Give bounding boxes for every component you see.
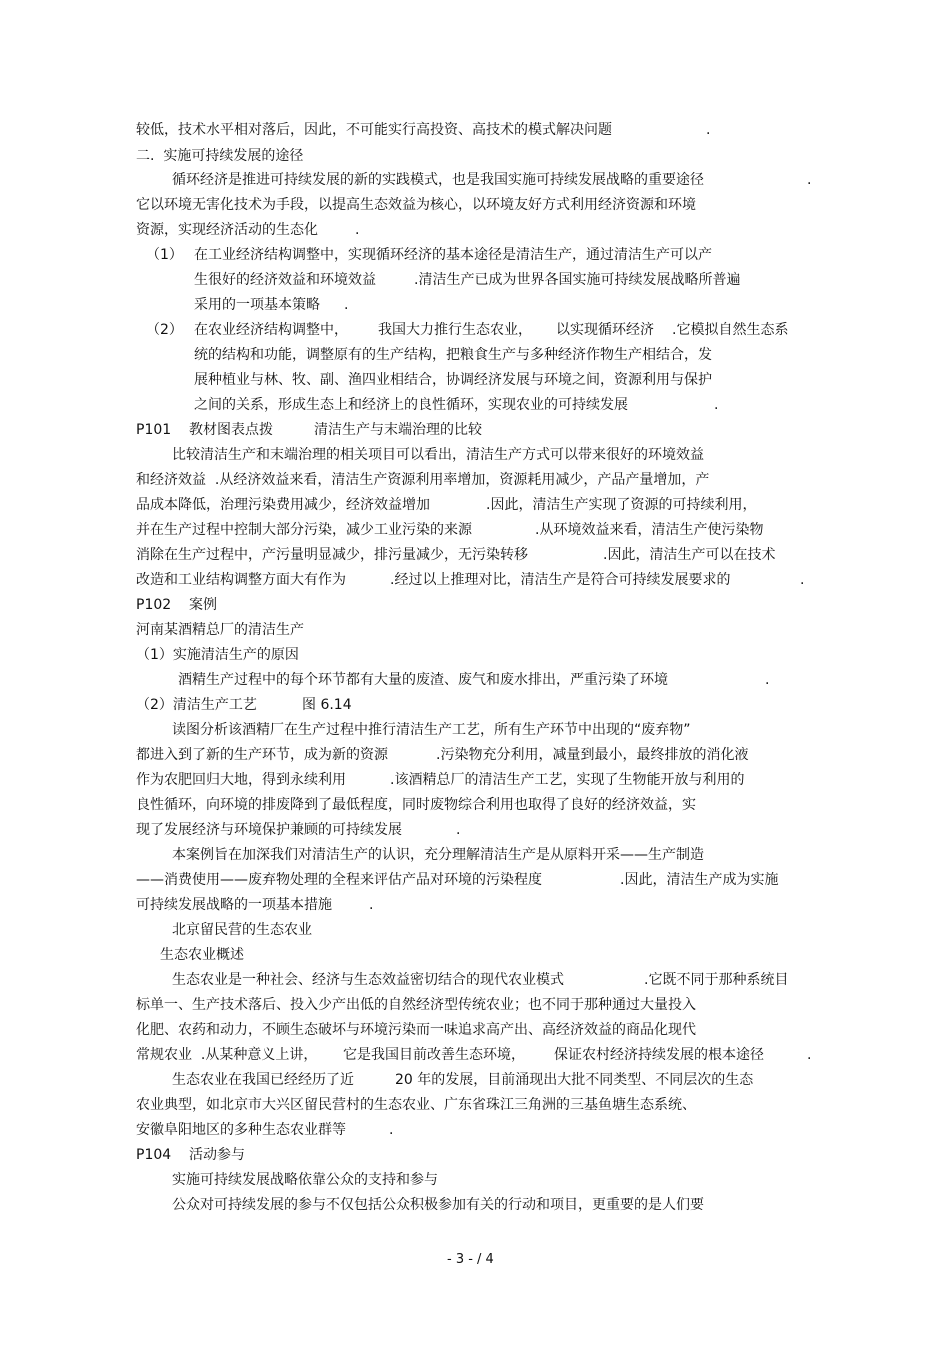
text-line: [0, 895, 950, 915]
line-segment: 以实现循环经济: [556, 322, 654, 338]
line-segment: 我国大力推行生态农业，: [378, 322, 532, 338]
line-text: 在工业经济结构调整中，实现循环经济的基本途径是清洁生产，通过清洁生产可以产: [194, 247, 712, 263]
text-line: [0, 295, 950, 315]
text-line: [0, 970, 950, 990]
text-line: [0, 1020, 950, 1040]
text-line: [0, 245, 950, 265]
line-tail: .: [389, 1122, 394, 1138]
list-number: （2）: [146, 322, 183, 338]
line-tail: .: [706, 122, 711, 138]
text-line: [0, 1170, 950, 1190]
text-line: [0, 795, 950, 815]
line-text: 农业典型，如北京市大兴区留民营村的生态农业、广东省珠江三角洲的三基鱼塘生态系统、: [136, 1097, 696, 1113]
text-line: [0, 146, 950, 166]
line-text: （2）清洁生产工艺: [136, 697, 257, 713]
line-text: 实施可持续发展战略依靠公众的支持和参与: [172, 1172, 438, 1188]
text-line: [0, 770, 950, 790]
line-text: 品成本降低，治理污染费用减少，经济效益增加: [136, 497, 430, 513]
line-text: 在农业经济结构调整中，: [194, 322, 348, 338]
line-tail: .经过以上推理对比，清洁生产是符合可持续发展要求的: [390, 572, 731, 588]
text-line: [0, 945, 950, 965]
text-line: [0, 195, 950, 215]
text-line: [0, 420, 950, 440]
line-tail: .: [714, 397, 719, 413]
line-text: 二. 实施可持续发展的途径: [136, 148, 304, 164]
text-line: [0, 470, 950, 490]
text-line: [0, 220, 950, 240]
line-text: 读图分析该酒精厂在生产过程中推行清洁生产工艺，所有生产环节中出现的“废弃物”: [172, 722, 691, 738]
line-text: 资源，实现经济活动的生态化: [136, 222, 318, 238]
text-line: [0, 370, 950, 390]
line-text: P101 教材图表点拨: [136, 422, 273, 438]
line-tail: .污染物充分利用，减量到最小，最终排放的消化液: [436, 747, 749, 763]
line-text: 公众对可持续发展的参与不仅包括公众积极参加有关的行动和项目，更重要的是人们要: [172, 1197, 704, 1213]
text-line: [0, 1145, 950, 1165]
text-line: [0, 520, 950, 540]
line-tail: .: [456, 822, 461, 838]
line-text: 安徽阜阳地区的多种生态农业群等: [136, 1122, 346, 1138]
line-text: 标单一、生产技术落后、投入少产出低的自然经济型传统农业；也不同于那种通过大量投入: [136, 997, 696, 1013]
page-footer: [0, 1250, 950, 1270]
text-line: [0, 620, 950, 640]
line-text: 常规农业 .从某种意义上讲，: [136, 1047, 318, 1063]
line-text: （1）实施清洁生产的原因: [136, 647, 299, 663]
line-tail: .: [807, 172, 812, 188]
text-line: [0, 870, 950, 890]
line-tail: .该酒精总厂的清洁生产工艺，实现了生物能开放与利用的: [390, 772, 745, 788]
text-line: [0, 545, 950, 565]
line-tail: .因此，清洁生产实现了资源的可持续利用，: [486, 497, 757, 513]
line-text: 和经济效益 .从经济效益来看，清洁生产资源利用率增加，资源耗用减少，产品产量增加，产: [136, 472, 710, 488]
line-text: 本案例旨在加深我们对清洁生产的认识，充分理解清洁生产是从原料开采——生产制造: [172, 847, 704, 863]
line-tail: .因此，清洁生产可以在技术: [603, 547, 776, 563]
line-segment: 图 6.14: [302, 697, 352, 713]
text-line: [0, 745, 950, 765]
line-text: 之间的关系，形成生态上和经济上的良性循环，实现农业的可持续发展: [194, 397, 628, 413]
line-text: 它以环境无害化技术为手段，以提高生态效益为核心，以环境友好方式利用经济资源和环境: [136, 197, 696, 213]
line-text: 都进入到了新的生产环节，成为新的资源: [136, 747, 388, 763]
line-text: 良性循环，向环境的排废降到了最低程度，同时废物综合利用也取得了良好的经济效益，实: [136, 797, 696, 813]
line-text: 统的结构和功能，调整原有的生产结构，把粮食生产与多种经济作物生产相结合，发: [194, 347, 712, 363]
line-segment: 它是我国目前改善生态环境，: [343, 1047, 525, 1063]
line-text: 消除在生产过程中，产污量明显减少，排污量减少，无污染转移: [136, 547, 528, 563]
line-tail: .从环境效益来看，清洁生产使污染物: [535, 522, 764, 538]
line-text: 作为农肥回归大地，得到永续利用: [136, 772, 346, 788]
line-segment: 20 年的发展，目前涌现出大批不同类型、不同层次的生态: [395, 1072, 754, 1088]
line-text: 生态农业概述: [160, 947, 244, 963]
line-tail: .它模拟自然生态系: [672, 322, 789, 338]
line-tail: .: [765, 672, 770, 688]
line-text: 生态农业是一种社会、经济与生态效益密切结合的现代农业模式: [172, 972, 564, 988]
line-text: 酒精生产过程中的每个环节都有大量的废渣、废气和废水排出，严重污染了环境: [178, 672, 668, 688]
line-text: 较低，技术水平相对落后，因此，不可能实行高投资、高技术的模式解决问题: [136, 122, 612, 138]
line-segment: 清洁生产与末端治理的比较: [314, 422, 482, 438]
text-line: [0, 1045, 950, 1065]
line-tail: .: [344, 297, 349, 313]
line-tail: .因此，清洁生产成为实施: [620, 872, 779, 888]
line-segment: 保证农村经济持续发展的根本途径: [554, 1047, 764, 1063]
line-text: 生很好的经济效益和环境效益: [194, 272, 376, 288]
line-text: P104 活动参与: [136, 1147, 245, 1163]
text-line: [0, 345, 950, 365]
line-tail: .它既不同于那种系统目: [644, 972, 789, 988]
text-line: [0, 920, 950, 940]
page-number: - 3 - / 4: [447, 1252, 494, 1267]
line-tail: .: [369, 897, 374, 913]
line-tail: .清洁生产已成为世界各国实施可持续发展战略所普遍: [414, 272, 741, 288]
text-line: [0, 170, 950, 190]
text-line: [0, 645, 950, 665]
line-text: 改造和工业结构调整方面大有作为: [136, 572, 346, 588]
text-line: [0, 445, 950, 465]
line-text: 北京留民营的生态农业: [172, 922, 312, 938]
text-line: [0, 845, 950, 865]
text-line: [0, 995, 950, 1015]
line-text: 并在生产过程中控制大部分污染，减少工业污染的来源: [136, 522, 472, 538]
line-text: 化肥、农药和动力，不顾生态破坏与环境污染而一味追求高产出、高经济效益的商品化现代: [136, 1022, 696, 1038]
text-line: [0, 395, 950, 415]
line-text: 采用的一项基本策略: [194, 297, 320, 313]
text-line: [0, 820, 950, 840]
line-tail: .: [355, 222, 360, 238]
text-line: [0, 495, 950, 515]
line-text: 河南某酒精总厂的清洁生产: [136, 622, 304, 638]
line-text: 现了发展经济与环境保护兼顾的可持续发展: [136, 822, 402, 838]
text-line: [0, 595, 950, 615]
text-line: [0, 1120, 950, 1140]
text-line: [0, 1195, 950, 1215]
text-line: [0, 120, 950, 140]
line-text: 生态农业在我国已经经历了近: [172, 1072, 354, 1088]
line-tail: .: [807, 1047, 812, 1063]
line-text: 循环经济是推进可持续发展的新的实践模式，也是我国实施可持续发展战略的重要途径: [172, 172, 704, 188]
text-line: [0, 720, 950, 740]
line-text: 展种植业与林、牧、副、渔四业相结合，协调经济发展与环境之间，资源利用与保护: [194, 372, 712, 388]
line-text: 可持续发展战略的一项基本措施: [136, 897, 332, 913]
text-line: [0, 570, 950, 590]
text-line: [0, 270, 950, 290]
text-line: [0, 670, 950, 690]
text-line: [0, 320, 950, 340]
line-text: ——消费使用——废弃物处理的全程来评估产品对环境的污染程度: [136, 872, 542, 888]
text-line: [0, 1095, 950, 1115]
line-text: 比较清洁生产和末端治理的相关项目可以看出，清洁生产方式可以带来很好的环境效益: [172, 447, 704, 463]
list-number: （1）: [146, 247, 183, 263]
line-tail: .: [800, 572, 805, 588]
line-text: P102 案例: [136, 597, 217, 613]
text-line: [0, 695, 950, 715]
text-line: [0, 1070, 950, 1090]
